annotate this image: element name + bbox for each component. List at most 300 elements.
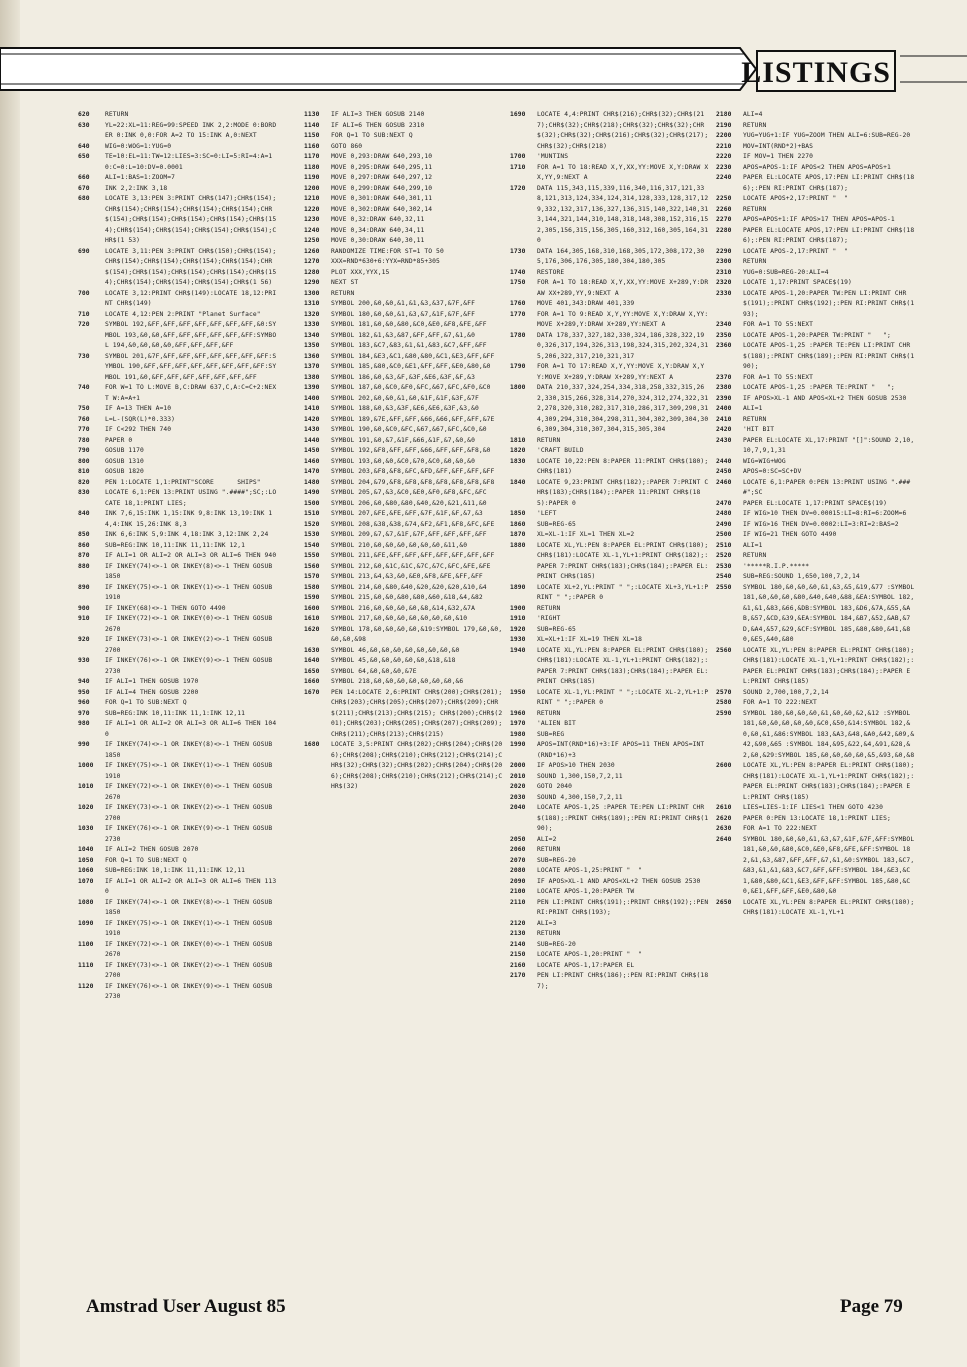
code-line xyxy=(510,604,710,615)
line-number: 2140 xyxy=(510,940,526,948)
line-code: RANDOMIZE TIME:FOR ST=1 TO 50 xyxy=(331,247,444,255)
line-code: LOCATE APOS-1,25 :PAPER TE:PEN LI:PRINT CHR$(188);:PRINT CHR$(189);:PEN RI:PRINT CHR$(190); xyxy=(743,342,915,370)
line-code: NEXT ST xyxy=(331,279,359,286)
line-code: IF APOS>XL-1 AND APOS<XL+2 THEN GOSUB 2530 xyxy=(743,394,907,402)
line-number: 2490 xyxy=(716,520,732,528)
line-code: SYMBOL 193,&0,&0,&C0,&70,&C0,&0,&0,&0 xyxy=(331,457,475,465)
code-line xyxy=(304,205,504,216)
line-number: 1110 xyxy=(78,961,94,969)
line-number: 1280 xyxy=(304,268,320,276)
line-code: LOCATE APOS-1,17:PAPER EL xyxy=(537,961,635,969)
code-line xyxy=(304,394,504,405)
line-number: 730 xyxy=(78,352,90,360)
code-line xyxy=(304,194,504,205)
line-code: SYMBOL 189,&7E,&FF,&FF,&66,&66,&FF,&FF,&7E xyxy=(331,415,495,423)
line-code: RETURN xyxy=(537,604,561,612)
code-line xyxy=(510,887,710,898)
code-line xyxy=(510,919,710,930)
line-code: SYMBOL 182,&1,&3,&87,&FF,&FF,&7,&1,&0 xyxy=(331,331,475,339)
line-code: APOS=APOS-1:IF APOS<2 THEN APOS=APOS+1 xyxy=(743,163,891,171)
line-code: SYMBOL 181,&0,&0,&80,&C0,&E0,&F8,&FE,&FF xyxy=(331,321,487,328)
line-number: 1340 xyxy=(304,331,320,339)
code-line xyxy=(510,635,710,646)
line-code: FOR A=1 TO 18:READ X,Y,XX,YY:MOVE X,Y:DRAW XX,YY,9:NEXT A xyxy=(537,163,709,181)
line-number: 1060 xyxy=(78,867,94,874)
line-code: MOVE 0,299:DRAW 640,299,10 xyxy=(331,184,433,192)
line-number: 2320 xyxy=(716,279,732,286)
line-number: 860 xyxy=(78,541,90,549)
line-number: 2570 xyxy=(716,688,732,696)
line-number: 1030 xyxy=(78,825,94,832)
line-code: SYMBOL 215,&0,&0,&80,&80,&60,&18,&4,&82 xyxy=(331,594,483,601)
line-code: XXX=RND*630+6:YYX=RND*85+305 xyxy=(331,258,440,265)
line-number: 1520 xyxy=(304,520,320,528)
code-line xyxy=(716,803,916,814)
line-number: 2180 xyxy=(716,111,732,118)
line-code: LOCATE XL,YL:PEN 8:PAPER EL:PRINT CHR$(180);CHR$(181):LOCATE XL-1,YL+1 xyxy=(743,898,915,916)
line-number: 1560 xyxy=(304,562,320,570)
line-code: LOCATE 1,17:PRINT SPACE$(19) xyxy=(743,279,852,286)
line-number: 2110 xyxy=(510,898,526,906)
line-number: 780 xyxy=(78,436,90,444)
line-number: 740 xyxy=(78,384,90,391)
code-line xyxy=(510,362,710,383)
line-number: 1550 xyxy=(304,552,320,559)
line-number: 1540 xyxy=(304,541,320,549)
line-number: 1680 xyxy=(304,741,320,748)
line-number: 2580 xyxy=(716,699,732,706)
code-line xyxy=(304,383,504,394)
line-number: 1470 xyxy=(304,468,320,475)
line-number: 2030 xyxy=(510,793,526,801)
code-line xyxy=(304,110,504,121)
code-line xyxy=(716,467,916,478)
code-line xyxy=(716,320,916,331)
line-number: 1730 xyxy=(510,247,526,255)
line-code: RETURN xyxy=(537,709,561,717)
code-line xyxy=(510,898,713,919)
line-code: INK 7,6,15:INK 1,15:INK 9,8:INK 13,19:INK 14,4:INK 15,26:INK 8,3 xyxy=(105,510,273,528)
code-line xyxy=(716,709,916,762)
code-line xyxy=(716,341,916,373)
line-code: SYMBOL 213,&4,&3,&0,&E0,&F8,&FE,&FF,&FF xyxy=(331,573,483,580)
line-number: 2280 xyxy=(716,226,732,234)
code-line xyxy=(510,457,710,478)
line-number: 1120 xyxy=(78,982,94,990)
line-code: IF ALI=3 THEN GOSUB 2140 xyxy=(331,111,425,118)
line-code: LOCATE 3,12:PRINT CHR$(149):LOCATE 18,12:PRINT CHR$(149) xyxy=(105,289,277,307)
line-number: 980 xyxy=(78,720,90,727)
code-line xyxy=(716,131,916,142)
code-line xyxy=(716,551,916,562)
line-code: SUB=REG xyxy=(537,730,565,738)
code-line xyxy=(716,331,916,342)
code-line xyxy=(304,614,504,625)
line-number: 2000 xyxy=(510,762,526,769)
line-number: 900 xyxy=(78,604,90,612)
code-line xyxy=(716,226,916,247)
line-number: 1820 xyxy=(510,447,526,454)
line-number: 660 xyxy=(78,174,90,181)
line-number: 630 xyxy=(78,121,90,129)
line-code: SYMBOL 192,&FF,&FF,&FF,&FF,&FF,&FF,&FF,&0:SYMBOL 193,&0,&0,&FF,&FF,&FF,&FF,&FF,&FF:SYMBOL 194,&0,&0,&0,&0,&FF,&FF,&FF,&FF xyxy=(105,321,277,349)
code-line xyxy=(304,226,504,237)
code-line xyxy=(304,656,504,667)
code-line xyxy=(510,509,710,520)
line-code: PEN 1:LOCATE 1,1:PRINT"SCORE SHIPS" xyxy=(105,478,261,486)
line-number: 1860 xyxy=(510,520,526,528)
line-number: 950 xyxy=(78,688,90,696)
code-line xyxy=(510,331,710,363)
line-number: 2520 xyxy=(716,552,732,559)
line-code: MOVE 0,34:DRAW 640,34,11 xyxy=(331,226,425,234)
line-number: 2540 xyxy=(716,573,732,580)
code-line xyxy=(78,142,278,153)
code-line xyxy=(78,457,278,468)
code-line xyxy=(78,688,278,699)
code-line xyxy=(304,257,504,268)
line-code: MOVE 401,343:DRAW 401,339 xyxy=(537,300,635,307)
line-code: RETURN xyxy=(743,552,767,559)
code-line xyxy=(716,572,916,583)
line-code: 'LEFT xyxy=(537,510,557,517)
code-line xyxy=(510,110,710,152)
line-number: 960 xyxy=(78,699,90,706)
line-code: WIG=WIG+WOG xyxy=(743,457,786,465)
code-line xyxy=(304,320,504,331)
line-number: 640 xyxy=(78,142,90,150)
code-line xyxy=(304,173,504,184)
line-number: 1450 xyxy=(304,447,320,454)
code-line xyxy=(78,152,278,173)
page-number: Page 79 xyxy=(840,1296,903,1317)
code-line xyxy=(510,152,710,163)
line-number: 1440 xyxy=(304,436,320,444)
code-line xyxy=(78,940,278,961)
line-code: LOCATE APOS-1,25:PRINT " " xyxy=(537,867,643,874)
line-number: 1910 xyxy=(510,615,526,622)
line-number: 890 xyxy=(78,583,90,591)
line-number: 1320 xyxy=(304,310,320,318)
line-code: IF ALI=1 OR ALI=2 OR ALI=3 OR ALI=6 THEN 1130 xyxy=(105,877,277,895)
code-line xyxy=(510,877,710,888)
code-line xyxy=(78,919,278,940)
listing-column-1 xyxy=(78,110,278,1285)
code-line xyxy=(304,184,504,195)
line-number: 1970 xyxy=(510,720,526,727)
code-line xyxy=(510,541,710,583)
line-code: PEN LI:PRINT CHR$(186);:PEN RI:PRINT CHR$(187); xyxy=(537,972,709,990)
line-number: 2440 xyxy=(716,457,732,465)
line-number: 1790 xyxy=(510,363,526,370)
line-number: 1250 xyxy=(304,237,320,244)
line-code: 'MUNTINS xyxy=(537,153,569,160)
code-line xyxy=(304,541,504,552)
line-number: 2350 xyxy=(716,331,732,339)
code-line xyxy=(304,604,504,615)
line-code: RETURN xyxy=(331,289,355,297)
code-line xyxy=(510,929,710,940)
line-number: 1850 xyxy=(510,510,526,517)
line-number: 1040 xyxy=(78,846,94,853)
line-number: 2460 xyxy=(716,478,732,486)
line-number: 2410 xyxy=(716,415,732,423)
line-number: 1140 xyxy=(304,121,320,129)
code-line xyxy=(78,436,278,447)
line-number: 1170 xyxy=(304,153,320,160)
code-line xyxy=(304,499,504,510)
code-line xyxy=(304,362,504,373)
code-line xyxy=(304,352,504,363)
line-number: 1430 xyxy=(304,426,320,433)
code-line xyxy=(78,803,278,824)
code-line xyxy=(510,782,710,793)
code-line xyxy=(304,457,504,468)
code-line xyxy=(78,824,278,845)
line-code: LOCATE XL,YL:PEN 8:PAPER EL:PRINT CHR$(180);CHR$(181):LOCATE XL-1,YL+1:PRINT CHR$(182);:PAPER 7:PRINT CHR$(183);CHR$(184);:PAPER EL:PRINT CHR$(185) xyxy=(537,541,709,580)
code-line xyxy=(78,320,278,352)
line-number: 2610 xyxy=(716,804,732,811)
line-number: 1590 xyxy=(304,594,320,601)
line-code: SUB=REG:INK 10,11:INK 11,11:INK 12,1 xyxy=(105,541,246,549)
line-code: LOCATE APOS+2,17:PRINT " " xyxy=(743,195,849,202)
line-code: FOR A=1 TO 18:READ X,Y,XX,YY:MOVE X+289,Y:DRAW XX+289,YY,9:NEXT A xyxy=(537,279,709,297)
code-line xyxy=(716,394,916,405)
code-line xyxy=(716,415,916,426)
line-number: 1370 xyxy=(304,363,320,370)
line-number: 2370 xyxy=(716,373,732,381)
line-code: IF INKEY(68)<>-1 THEN GOTO 4490 xyxy=(105,604,226,612)
code-line xyxy=(510,761,710,772)
line-code: RESTORE xyxy=(537,268,565,276)
line-code: SYMBOL 202,&0,&0,&1,&0,&1F,&1F,&3F,&7F xyxy=(331,394,479,402)
line-code: APOS=INT(RND*16)+3:IF APOS=11 THEN APOS=INT(RND*16)+3 xyxy=(537,741,705,759)
line-number: 2270 xyxy=(716,216,732,223)
line-code: XL=XL+1:IF XL=19 THEN XL=18 xyxy=(537,636,643,643)
code-line xyxy=(78,677,278,688)
line-code: 'HIT BIT xyxy=(743,426,775,433)
code-line xyxy=(304,572,504,583)
code-line xyxy=(78,961,278,982)
line-number: 1950 xyxy=(510,688,526,696)
code-line xyxy=(510,383,710,436)
line-code: LOCATE 4,4:PRINT CHR$(216);CHR$(32);CHR$(217);CHR$(32);CHR$(218);CHR$(32);CHR$(32);CHR$(32);CHR$(32);CHR$(216);CHR$(32);CHR$(217);CHR$(32);CHR$(218) xyxy=(537,111,709,150)
line-number: 1510 xyxy=(304,510,320,517)
line-number: 1380 xyxy=(304,373,320,381)
code-line xyxy=(78,530,278,541)
line-number: 1300 xyxy=(304,289,320,297)
code-line xyxy=(304,520,504,531)
code-line xyxy=(510,646,710,688)
code-line xyxy=(78,509,278,530)
line-code: IF INKEY(75)<>-1 OR INKEY(1)<>-1 THEN GOSUB 1910 xyxy=(105,919,277,937)
line-number: 1500 xyxy=(304,499,320,507)
line-number: 850 xyxy=(78,531,90,538)
code-line xyxy=(510,961,710,972)
line-code: PEN LI:PRINT CHR$(191);:PRINT CHR$(192);:PEN RI:PRINT CHR$(193); xyxy=(537,898,713,916)
line-code: PEN 14:LOCATE 2,6:PRINT CHR$(200);CHR$(201);CHR$(203);CHR$(205);CHR$(207);CHR$(209);CHR$(211);CHR$(213);CHR$(215); CHR$(200);CHR$(201);CHR$(203);CHR$(205);CHR$(207);CHR$(209);CHR$(211);CHR$(213);CHR$(215) xyxy=(331,688,503,738)
code-line xyxy=(510,520,710,531)
code-line xyxy=(78,478,278,489)
line-number: 1400 xyxy=(304,394,320,402)
line-code: SYMBOL 209,&7,&7,&1F,&7F,&FF,&FF,&FF,&FF xyxy=(331,531,487,538)
line-code: SYMBOL 192,&F8,&FF,&FF,&66,&FF,&FF,&F8,&0 xyxy=(331,447,491,454)
line-code: RETURN xyxy=(537,436,561,444)
code-line xyxy=(78,541,278,552)
line-number: 2210 xyxy=(716,142,732,150)
line-code: SYMBOL 183,&C7,&83,&1,&1,&83,&C7,&FF,&FF xyxy=(331,342,487,349)
code-line xyxy=(78,877,278,898)
line-code: SYMBOL 180,&0,&0,&0,&1,&0,&0,&2,&12 :SYMBOL 181,&0,&0,&0,&0,&0,&C0,&50,&14:SYMBOL 182,&0,&0,&1,&86:SYMBOL 183,&A3,&48,&A0,&42,&09,&42,&90,&65 :SYMBOL 184,&95,&22,&4,&91,&28,&2,&0,&29:SYMBOL 185,&0,&0,&0,&0,&5,&93,&0,&8 xyxy=(743,709,915,759)
code-line xyxy=(716,761,916,803)
code-line xyxy=(716,436,916,457)
line-code: LOCATE APOS-2,17:PRINT " " xyxy=(743,247,849,255)
line-code: IF INKEY(72)<>-1 OR INKEY(0)<>-1 THEN GOSUB 2670 xyxy=(105,940,277,958)
line-number: 1940 xyxy=(510,646,526,654)
code-line xyxy=(78,856,278,867)
line-code: '*****R.I.P.***** xyxy=(743,562,810,570)
code-line xyxy=(716,814,916,825)
line-code: SYMBOL 200,&0,&0,&1,&1,&3,&37,&7F,&FF xyxy=(331,300,475,307)
code-line xyxy=(304,131,504,142)
line-number: 2430 xyxy=(716,436,732,444)
line-code: FOR A=1 TO 222:NEXT xyxy=(743,699,817,706)
line-number: 800 xyxy=(78,457,90,465)
code-line xyxy=(304,509,504,520)
code-line xyxy=(510,268,710,279)
line-code: GOSUB 1310 xyxy=(105,457,144,465)
line-number: 1960 xyxy=(510,709,526,717)
line-code: ALI=2 xyxy=(537,835,557,843)
listing-column-2 xyxy=(304,110,504,1285)
code-line xyxy=(510,866,710,877)
code-line xyxy=(304,404,504,415)
code-line xyxy=(510,950,710,961)
line-code: INK 6,6:INK 5,9:INK 4,18:INK 3,12:INK 2,24 xyxy=(105,531,269,538)
code-line xyxy=(510,530,710,541)
line-number: 680 xyxy=(78,195,90,202)
line-number: 2590 xyxy=(716,709,732,717)
code-line xyxy=(716,215,916,226)
line-code: FOR A=1 TO 55:NEXT xyxy=(743,321,814,328)
line-code: LOCATE 9,23:PRINT CHR$(182);:PAPER 7:PRINT CHR$(183);CHR$(184);:PAPER 11:PRINT CHR$(185):PAPER 0 xyxy=(537,478,709,507)
line-code: PAPER 0:PEN 13:LOCATE 18,1:PRINT LIES; xyxy=(743,814,891,822)
code-line xyxy=(304,341,504,352)
line-number: 2160 xyxy=(510,961,526,969)
line-number: 1690 xyxy=(510,111,526,118)
line-number: 1890 xyxy=(510,583,526,591)
code-line xyxy=(78,110,278,121)
code-line xyxy=(304,142,504,153)
code-line xyxy=(716,152,916,163)
line-code: SYMBOL 218,&0,&0,&0,&0,&0,&0,&0,&6 xyxy=(331,678,464,685)
line-code: LOCATE APOS-1,20:PAPER TW:PRINT " "; xyxy=(743,331,891,339)
line-code: SYMBOL 212,&0,&1C,&1C,&7C,&7C,&FC,&FE,&FE xyxy=(331,562,491,570)
line-number: 1740 xyxy=(510,268,526,276)
line-number: 1200 xyxy=(304,184,320,192)
line-code: IF WIG>10 THEN DV=0.00015:LI=8:RI=6:ZOOM=6 xyxy=(743,510,907,517)
line-code: IF INKEY(76)<>-1 OR INKEY(9)<>-1 THEN GOSUB 2730 xyxy=(105,982,277,1000)
line-number: 2200 xyxy=(716,132,732,139)
line-code: SOUND 2,700,100,7,2,14 xyxy=(743,688,829,696)
line-code: SUB=REG-20 xyxy=(537,856,576,864)
line-number: 2300 xyxy=(716,258,732,265)
line-code: MOVE 0,295:DRAW 640,295,11 xyxy=(331,163,433,171)
line-code: SYMBOL 214,&0,&80,&40,&20,&20,&20,&10,&4 xyxy=(331,583,487,591)
code-line xyxy=(304,625,504,646)
line-code: RETURN xyxy=(537,846,561,853)
line-number: 2020 xyxy=(510,783,526,790)
line-code: IF WIG=21 THEN GOTO 4490 xyxy=(743,531,837,538)
line-code: SYMBOL 190,&0,&C0,&FC,&67,&67,&FC,&C0,&0 xyxy=(331,426,487,433)
line-number: 2010 xyxy=(510,772,526,780)
line-number: 2100 xyxy=(510,888,526,895)
line-code: YUG=0:SUB=REG-20:ALI=4 xyxy=(743,268,829,276)
line-number: 2530 xyxy=(716,562,732,570)
line-code: IF INKEY(73)<>-1 OR INKEY(2)<>-1 THEN GOSUB 2700 xyxy=(105,961,277,979)
code-line xyxy=(78,467,278,478)
line-code: RETURN xyxy=(537,930,561,937)
line-number: 1880 xyxy=(510,541,526,549)
code-line xyxy=(78,562,278,583)
line-code: RETURN xyxy=(105,111,129,118)
line-number: 1190 xyxy=(304,174,320,181)
line-code: SYMBOL 185,&80,&C0,&E1,&FF,&FF,&E0,&80,&0 xyxy=(331,363,491,370)
line-code: PAPER EL:LOCATE XL,17:PRINT "[]":SOUND 2,10,10,7,9,1,31 xyxy=(743,436,915,454)
line-number: 1840 xyxy=(510,478,526,486)
code-line xyxy=(304,646,504,657)
line-number: 1810 xyxy=(510,436,526,444)
code-line xyxy=(510,730,710,741)
code-line xyxy=(510,625,710,636)
line-code: APOS=0:SC=SC+DV xyxy=(743,468,802,475)
line-code: DATA 210,337,324,254,334,318,258,332,315,262,330,315,266,328,314,270,324,312,274,322,312,278,320,310,282,317,310,286,317,309,290,314,309,294,310,304,298,311,304,302,309,304,306,309,304,310,307,304,315,305,304 xyxy=(537,384,709,433)
code-line xyxy=(716,404,916,415)
line-number: 2340 xyxy=(716,321,732,328)
line-code: LOCATE XL-1,YL:PRINT " ";:LOCATE XL-2,YL+1:PRINT " ";:PAPER 0 xyxy=(537,688,709,706)
line-number: 2230 xyxy=(716,163,732,171)
line-code: MOVE 0,301:DRAW 640,301,11 xyxy=(331,195,433,202)
code-line xyxy=(304,278,504,289)
line-code: SYMBOL 208,&38,&38,&74,&F2,&F1,&F8,&FC,&FE xyxy=(331,520,495,528)
line-code: LOCATE 6,1:PAPER 0:PEN 13:PRINT USING ".####";SC xyxy=(743,478,911,496)
line-number: 1630 xyxy=(304,646,320,654)
line-code: SYMBOL 203,&F8,&F8,&FC,&FD,&FF,&FF,&FF,&FF xyxy=(331,468,495,475)
line-number: 1620 xyxy=(304,625,320,633)
line-number: 1090 xyxy=(78,919,94,927)
line-number: 2050 xyxy=(510,835,526,843)
line-number: 2360 xyxy=(716,342,732,349)
line-code: LOCATE APOS-1,20:PRINT " " xyxy=(537,951,643,958)
code-line xyxy=(510,740,710,761)
line-number: 2550 xyxy=(716,583,732,591)
code-line xyxy=(304,373,504,384)
line-code: FOR A=1 TO 55:NEXT xyxy=(743,373,814,381)
code-line xyxy=(78,121,278,142)
line-number: 1240 xyxy=(304,226,320,234)
line-code: LOCATE APOS-1,25 :PAPER TE:PRINT " "; xyxy=(743,384,895,391)
line-code: IF APOS>10 THEN 2030 xyxy=(537,762,615,769)
code-line xyxy=(304,593,504,604)
code-line xyxy=(78,425,278,436)
line-code: PLOT XXX,YYX,15 xyxy=(331,268,390,276)
code-line xyxy=(304,478,504,489)
code-line xyxy=(716,247,916,258)
line-number: 2640 xyxy=(716,835,732,843)
line-code: LOCATE 10,22:PEN 8:PAPER 11:PRINT CHR$(180);CHR$(181) xyxy=(537,457,709,475)
code-line xyxy=(510,163,710,184)
line-number: 1210 xyxy=(304,195,320,202)
